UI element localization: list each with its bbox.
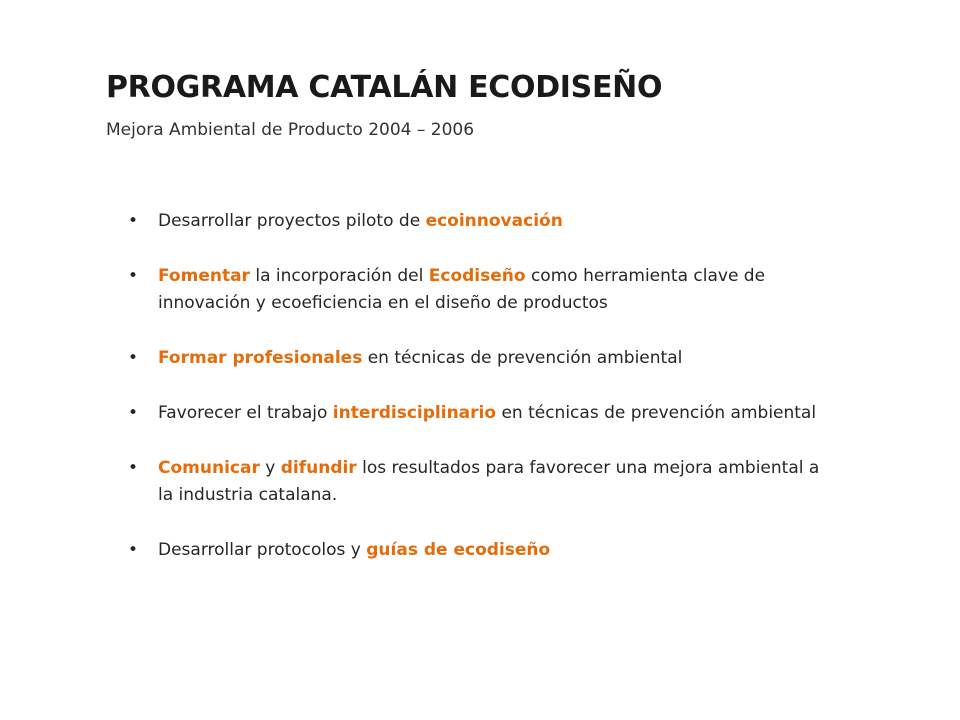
bullet-text-run: en técnicas de prevención ambiental	[496, 403, 817, 423]
bullet-text-run: y	[259, 458, 281, 478]
bullet-text-run: la incorporación del	[249, 266, 429, 286]
highlighted-term: guías de ecodiseño	[366, 540, 551, 560]
bullet-text	[158, 458, 819, 505]
bullet-text-run: los resultados para favorecer una mejora ambiental a la industria catalana.	[158, 458, 820, 505]
bullet-text-run: Desarrollar protocolos y	[158, 540, 367, 560]
bullet-dot-icon: •	[128, 458, 139, 478]
bullet-dot-icon: •	[128, 266, 139, 286]
bullet-text	[158, 540, 550, 560]
bullet-item	[128, 455, 828, 509]
bullet-item	[128, 345, 828, 372]
highlighted-term: Fomentar	[158, 266, 250, 286]
highlighted-term: ecoinnovación	[425, 211, 563, 231]
bullet-text	[158, 266, 765, 313]
bullet-dot-icon: •	[128, 403, 139, 423]
highlighted-term: Formar profesionales	[158, 348, 363, 368]
bullet-dot-icon: •	[128, 211, 139, 231]
bullet-text	[158, 348, 682, 368]
bullet-dot-icon: •	[128, 540, 139, 560]
bullet-item	[128, 263, 828, 317]
bullet-text-run: Favorecer el trabajo	[158, 403, 333, 423]
highlighted-term: Comunicar	[158, 458, 260, 478]
slide-title: PROGRAMA CATALÁN ECODISEÑO	[106, 70, 663, 105]
bullet-dot-icon: •	[128, 348, 139, 368]
highlighted-term: interdisciplinario	[332, 403, 497, 423]
bullet-item	[128, 208, 828, 235]
bullet-text-run: en técnicas de prevención ambiental	[362, 348, 683, 368]
bullet-item	[128, 537, 828, 564]
highlighted-term: difundir	[280, 458, 357, 478]
bullet-item	[128, 400, 828, 427]
bullet-text	[158, 403, 816, 423]
bullet-text-run: Desarrollar proyectos piloto de	[158, 211, 426, 231]
bullet-text	[158, 211, 563, 231]
bullet-list	[128, 208, 828, 592]
bullet-text-run: como herramienta clave de innovación y ecoeficiencia en el diseño de productos	[158, 266, 766, 313]
highlighted-term: Ecodiseño	[428, 266, 526, 286]
slide-subtitle: Mejora Ambiental de Producto 2004 – 2006	[106, 120, 475, 140]
